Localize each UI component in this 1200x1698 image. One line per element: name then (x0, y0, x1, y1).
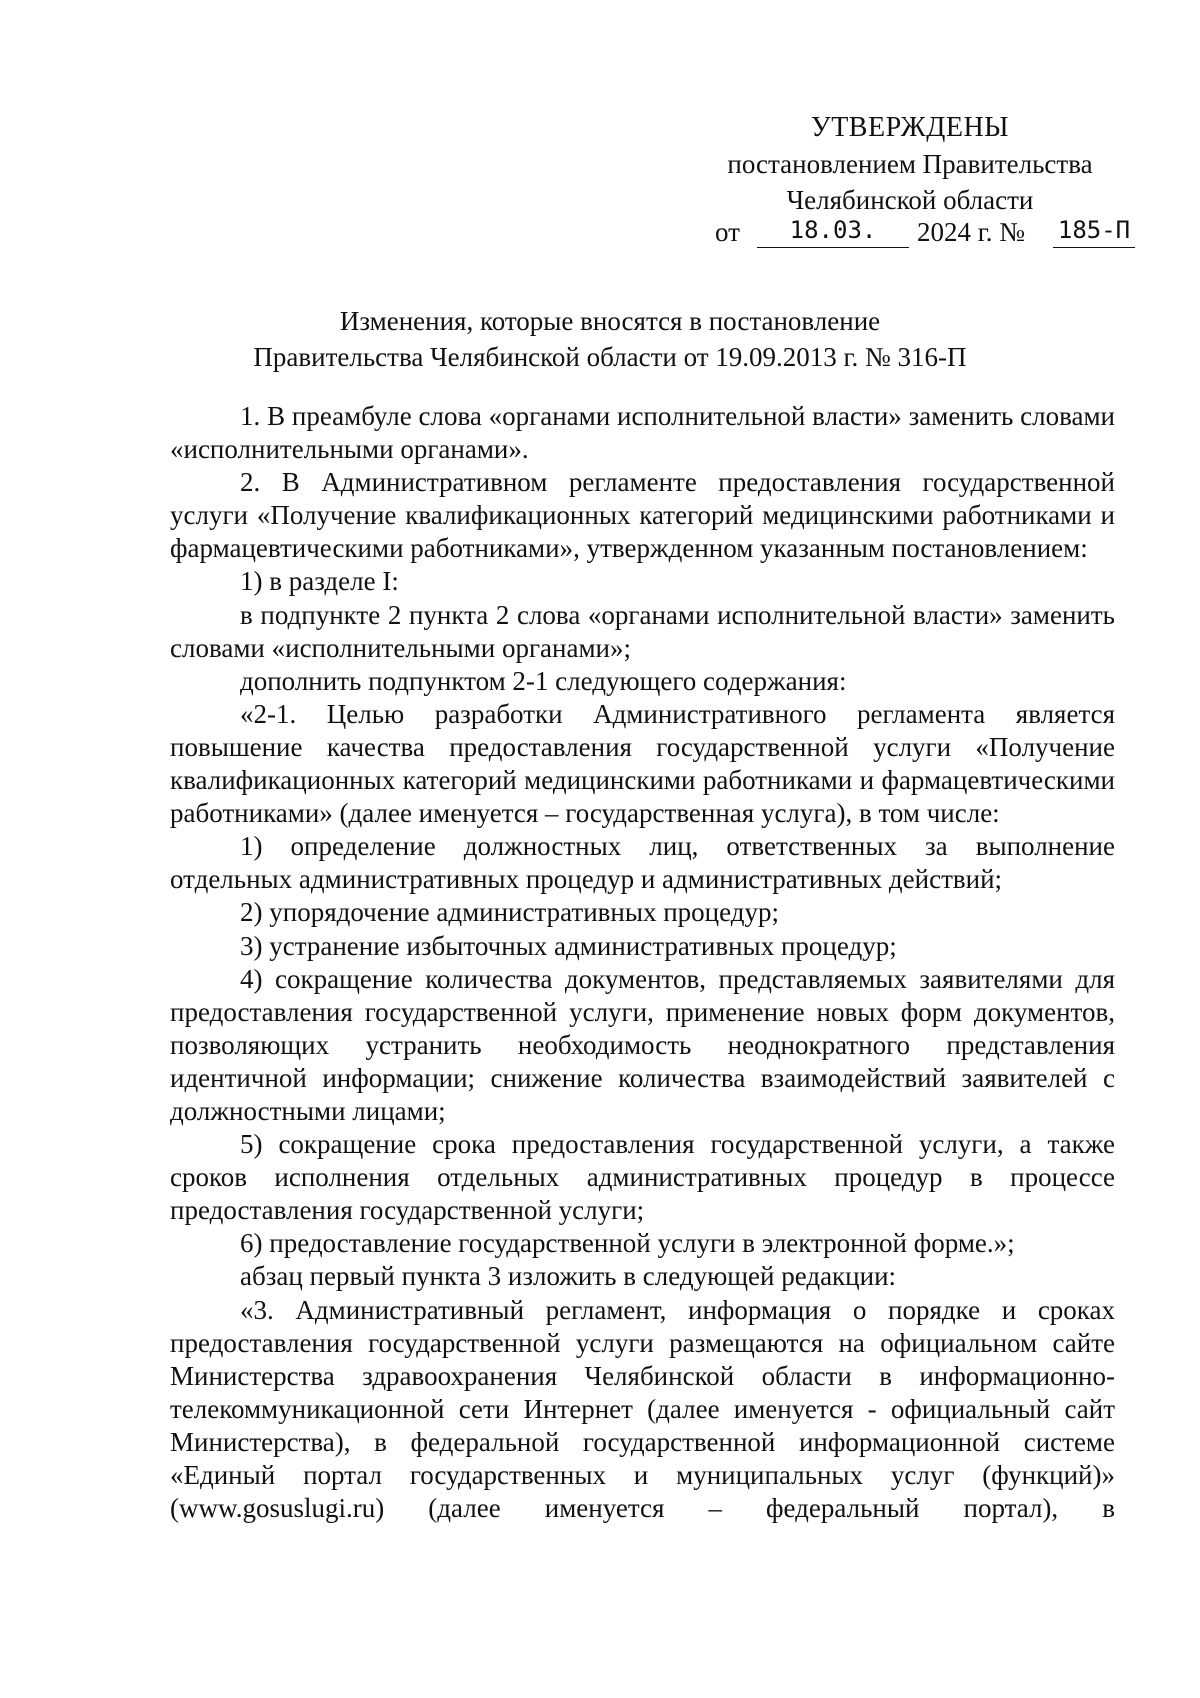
date-prefix: от (715, 217, 740, 247)
paragraph: 4) сокращение количества документов, представляемых заявителями для предоставления государственной услуги, применение новых форм документов, позволяющих устранить необходимость неоднократного представления идентичной информации; снижение количества взаимодействий заявителей с должностными лицами; (170, 963, 1115, 1126)
paragraph: 6) предоставление государственной услуги в электронной форме.»; (240, 1228, 1015, 1259)
approval-date-line (715, 213, 1135, 253)
paragraph: абзац первый пункта 3 изложить в следующей редакции: (240, 1261, 897, 1292)
paragraph: 1) в разделе I: (240, 566, 399, 597)
paragraph: 1. В преамбуле слова «органами исполнительной власти» заменить словами «исполнительными органами». (170, 401, 1115, 465)
heading-line-2: Правительства Челябинской области от 19.09.2013 г. № 316-П (253, 342, 967, 372)
approval-line-2: Челябинской области (786, 185, 1034, 215)
paragraph: «3. Административный регламент, информация о порядке и сроках предоставления государственной услуги размещаются на официальном сайте Министерства здравоохранения Челябинской области в информационно-телекоммуникационной сети Интернет (далее именуется - официальный сайт Министерства), в федеральной государственной информационной системе «Единый портал государственных и муниципальных услуг (функций)» (www.gosuslugi.ru) (далее именуется – федеральный портал), в (170, 1294, 1115, 1524)
approval-number: 185-П (1053, 213, 1135, 248)
paragraph: 5) сокращение срока предоставления государственной услуги, а также сроков исполнения отдельных административных процедур в процессе предоставления государственной услуги; (170, 1129, 1115, 1226)
paragraph: 1) определение должностных лиц, ответственных за выполнение отдельных административных процедур и административных действий; (170, 831, 1115, 895)
heading-line-1: Изменения, которые вносятся в постановление (339, 306, 881, 336)
paragraph: в подпункте 2 пункта 2 слова «органами исполнительной власти» заменить словами «исполнительными органами»; (170, 599, 1115, 663)
approval-line-1: постановлением Правительства (727, 149, 1093, 179)
approval-date: 18.03. (757, 213, 909, 248)
paragraph: 3) устранение избыточных административных процедур; (240, 930, 897, 961)
document-body (170, 400, 1115, 1525)
document-heading (170, 303, 1050, 375)
paragraph: 2) упорядочение административных процедур; (240, 897, 779, 928)
approval-year: 2024 г. № (917, 217, 1026, 247)
approval-block (700, 110, 1120, 218)
approval-title: УТВЕРЖДЕНЫ (810, 112, 1010, 143)
paragraph: 2. В Административном регламенте предоставления государственной услуги «Получение квалификационных категорий медицинскими работниками и фармацевтическими работниками», утвержденном указанным постановлением: (170, 467, 1115, 564)
paragraph: «2-1. Целью разработки Административного регламента является повышение качества предоставления государственной услуги «Получение квалификационных категорий медицинскими работниками и фармацевтическими работниками» (далее именуется – государственная услуга), в том числе: (170, 698, 1115, 829)
paragraph: дополнить подпунктом 2-1 следующего содержания: (240, 665, 847, 696)
